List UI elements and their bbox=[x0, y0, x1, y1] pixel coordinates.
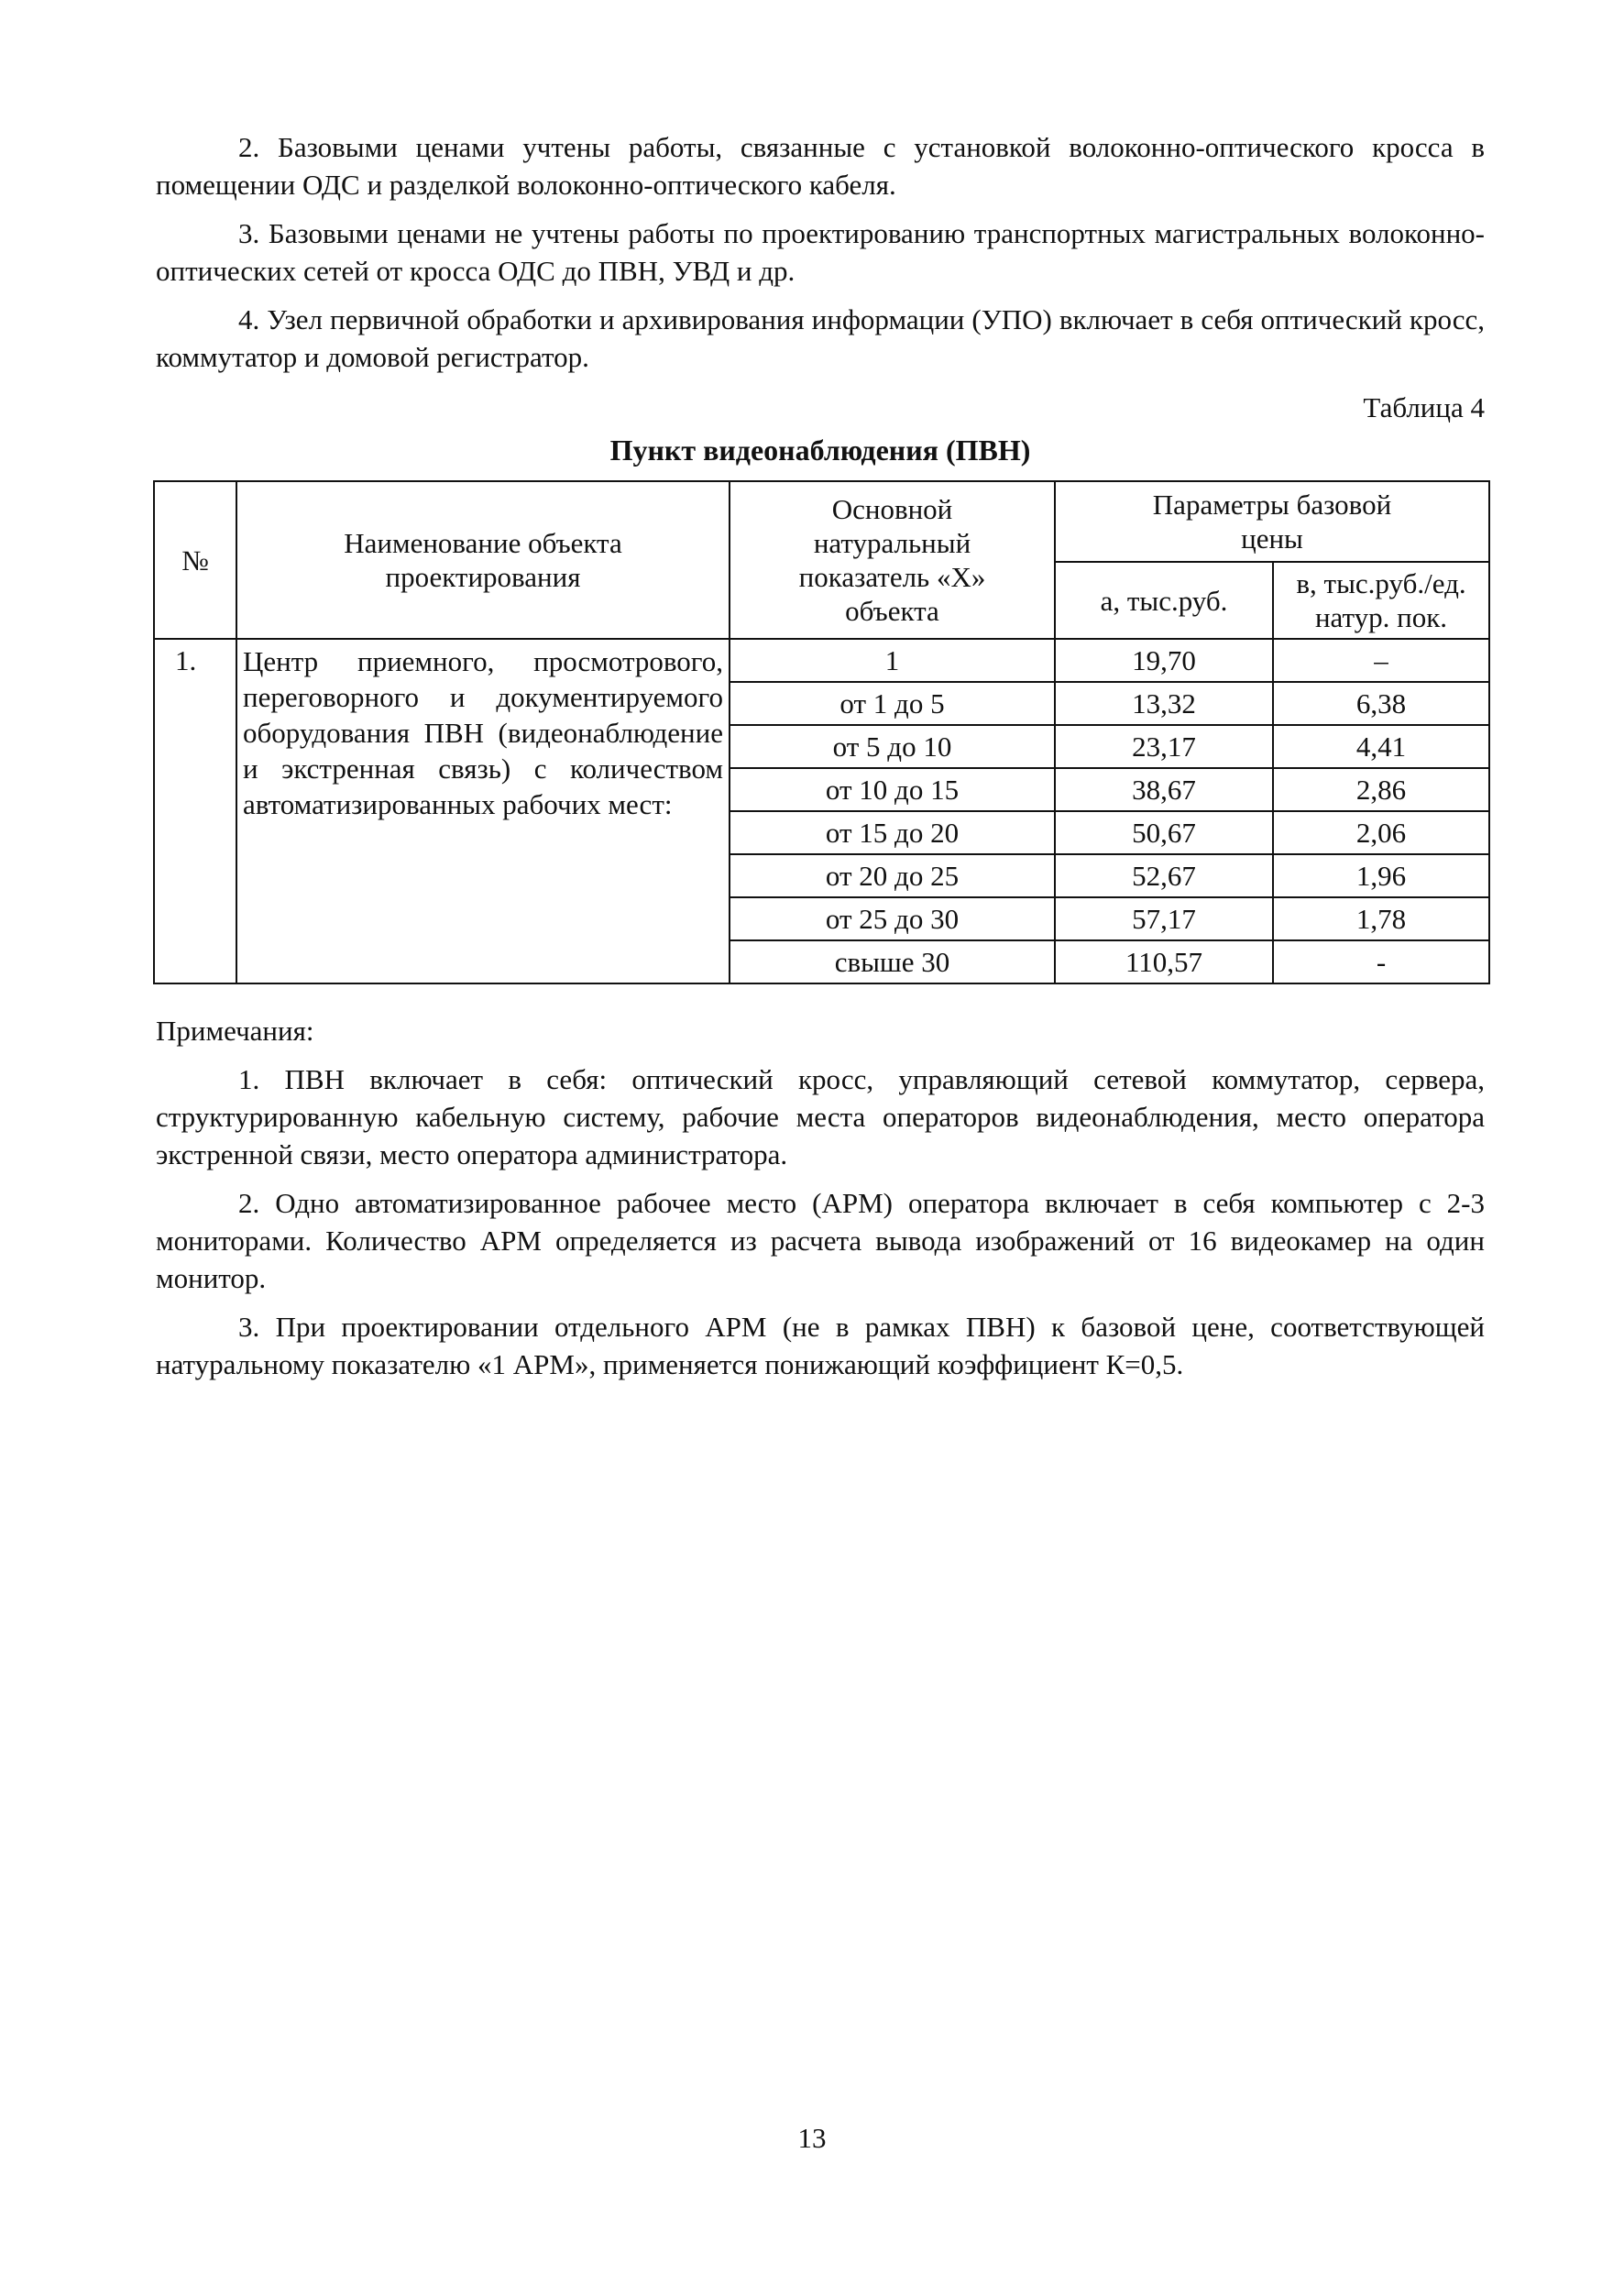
cell-x: 1 bbox=[730, 639, 1055, 682]
cell-a: 38,67 bbox=[1055, 768, 1273, 811]
cell-b: 2,06 bbox=[1273, 811, 1489, 854]
note-2: 2. Одно автоматизированное рабочее место (АРМ) оператора включает в себя компьютер с 2-3 мониторами. Количество АРМ определяется из расчета вывода изображений от 16 видеокамер на один монитор. bbox=[156, 1187, 1485, 1294]
cell-b: 1,78 bbox=[1273, 897, 1489, 940]
page-number: 13 bbox=[797, 2122, 827, 2154]
cell-b: 6,38 bbox=[1273, 682, 1489, 725]
intro-item-2: 2. Базовыми ценами учтены работы, связанные с установкой волоконно-оптического кросса в помещении ОДС и разделкой волоконно-оптического кабеля. bbox=[156, 131, 1485, 201]
cell-x: от 10 до 15 bbox=[730, 768, 1055, 811]
cell-b: 2,86 bbox=[1273, 768, 1489, 811]
intro-item-4: 4. Узел первичной обработки и архивирования информации (УПО) включает в себя оптический кросс, коммутатор и домовой регистратор. bbox=[156, 303, 1485, 373]
table-header-row-1 bbox=[154, 481, 1489, 562]
note-3: 3. При проектировании отдельного АРМ (не в рамках ПВН) к базовой цене, соответствующей натуральному показателю «1 АРМ», применяется понижающий коэффициент К=0,5. bbox=[156, 1311, 1485, 1380]
cell-x: свыше 30 bbox=[730, 940, 1055, 983]
cell-b: - bbox=[1273, 940, 1489, 983]
cell-a: 110,57 bbox=[1055, 940, 1273, 983]
price-table bbox=[153, 480, 1490, 984]
intro-item-3: 3. Базовыми ценами не учтены работы по проектированию транспортных магистральных волоконно-оптических сетей от кросса ОДС до ПВН, УВД и др. bbox=[156, 217, 1485, 287]
cell-a: 13,32 bbox=[1055, 682, 1273, 725]
notes-title: Примечания: bbox=[156, 1015, 314, 1047]
header-a: а, тыс.руб. bbox=[1055, 562, 1273, 639]
cell-x: от 25 до 30 bbox=[730, 897, 1055, 940]
cell-x: от 5 до 10 bbox=[730, 725, 1055, 768]
header-num: № bbox=[154, 481, 236, 639]
cell-b: – bbox=[1273, 639, 1489, 682]
cell-b: 1,96 bbox=[1273, 854, 1489, 897]
cell-x: от 20 до 25 bbox=[730, 854, 1055, 897]
cell-b: 4,41 bbox=[1273, 725, 1489, 768]
header-name: Наименование объекта проектирования bbox=[236, 481, 730, 639]
cell-a: 57,17 bbox=[1055, 897, 1273, 940]
table-title: Пункт видеонаблюдения (ПВН) bbox=[609, 434, 1031, 467]
cell-a: 19,70 bbox=[1055, 639, 1273, 682]
table-label: Таблица 4 bbox=[1363, 391, 1485, 423]
header-params: Параметры базовой цены bbox=[1055, 481, 1489, 562]
header-b: в, тыс.руб./ед. натур. пок. bbox=[1273, 562, 1489, 639]
row-number: 1. bbox=[154, 639, 236, 983]
cell-a: 23,17 bbox=[1055, 725, 1273, 768]
table-row bbox=[154, 639, 1489, 682]
note-1: 1. ПВН включает в себя: оптический кросс, управляющий сетевой коммутатор, сервера, структурированную кабельную систему, рабочие места операторов видеонаблюдения, место оператора экстренной связи, место оператора администратора. bbox=[156, 1063, 1485, 1170]
document-page bbox=[156, 128, 1485, 1394]
cell-a: 50,67 bbox=[1055, 811, 1273, 854]
header-indicator: Основной натуральный показатель «Х» объекта bbox=[730, 481, 1055, 639]
cell-x: от 1 до 5 bbox=[730, 682, 1055, 725]
row-object-name: Центр приемного, просмотрового, переговорного и документируемого оборудования ПВН (видеонаблюдение и экстренная связь) с количеством автоматизированных рабочих мест: bbox=[236, 639, 730, 983]
cell-x: от 15 до 20 bbox=[730, 811, 1055, 854]
cell-a: 52,67 bbox=[1055, 854, 1273, 897]
